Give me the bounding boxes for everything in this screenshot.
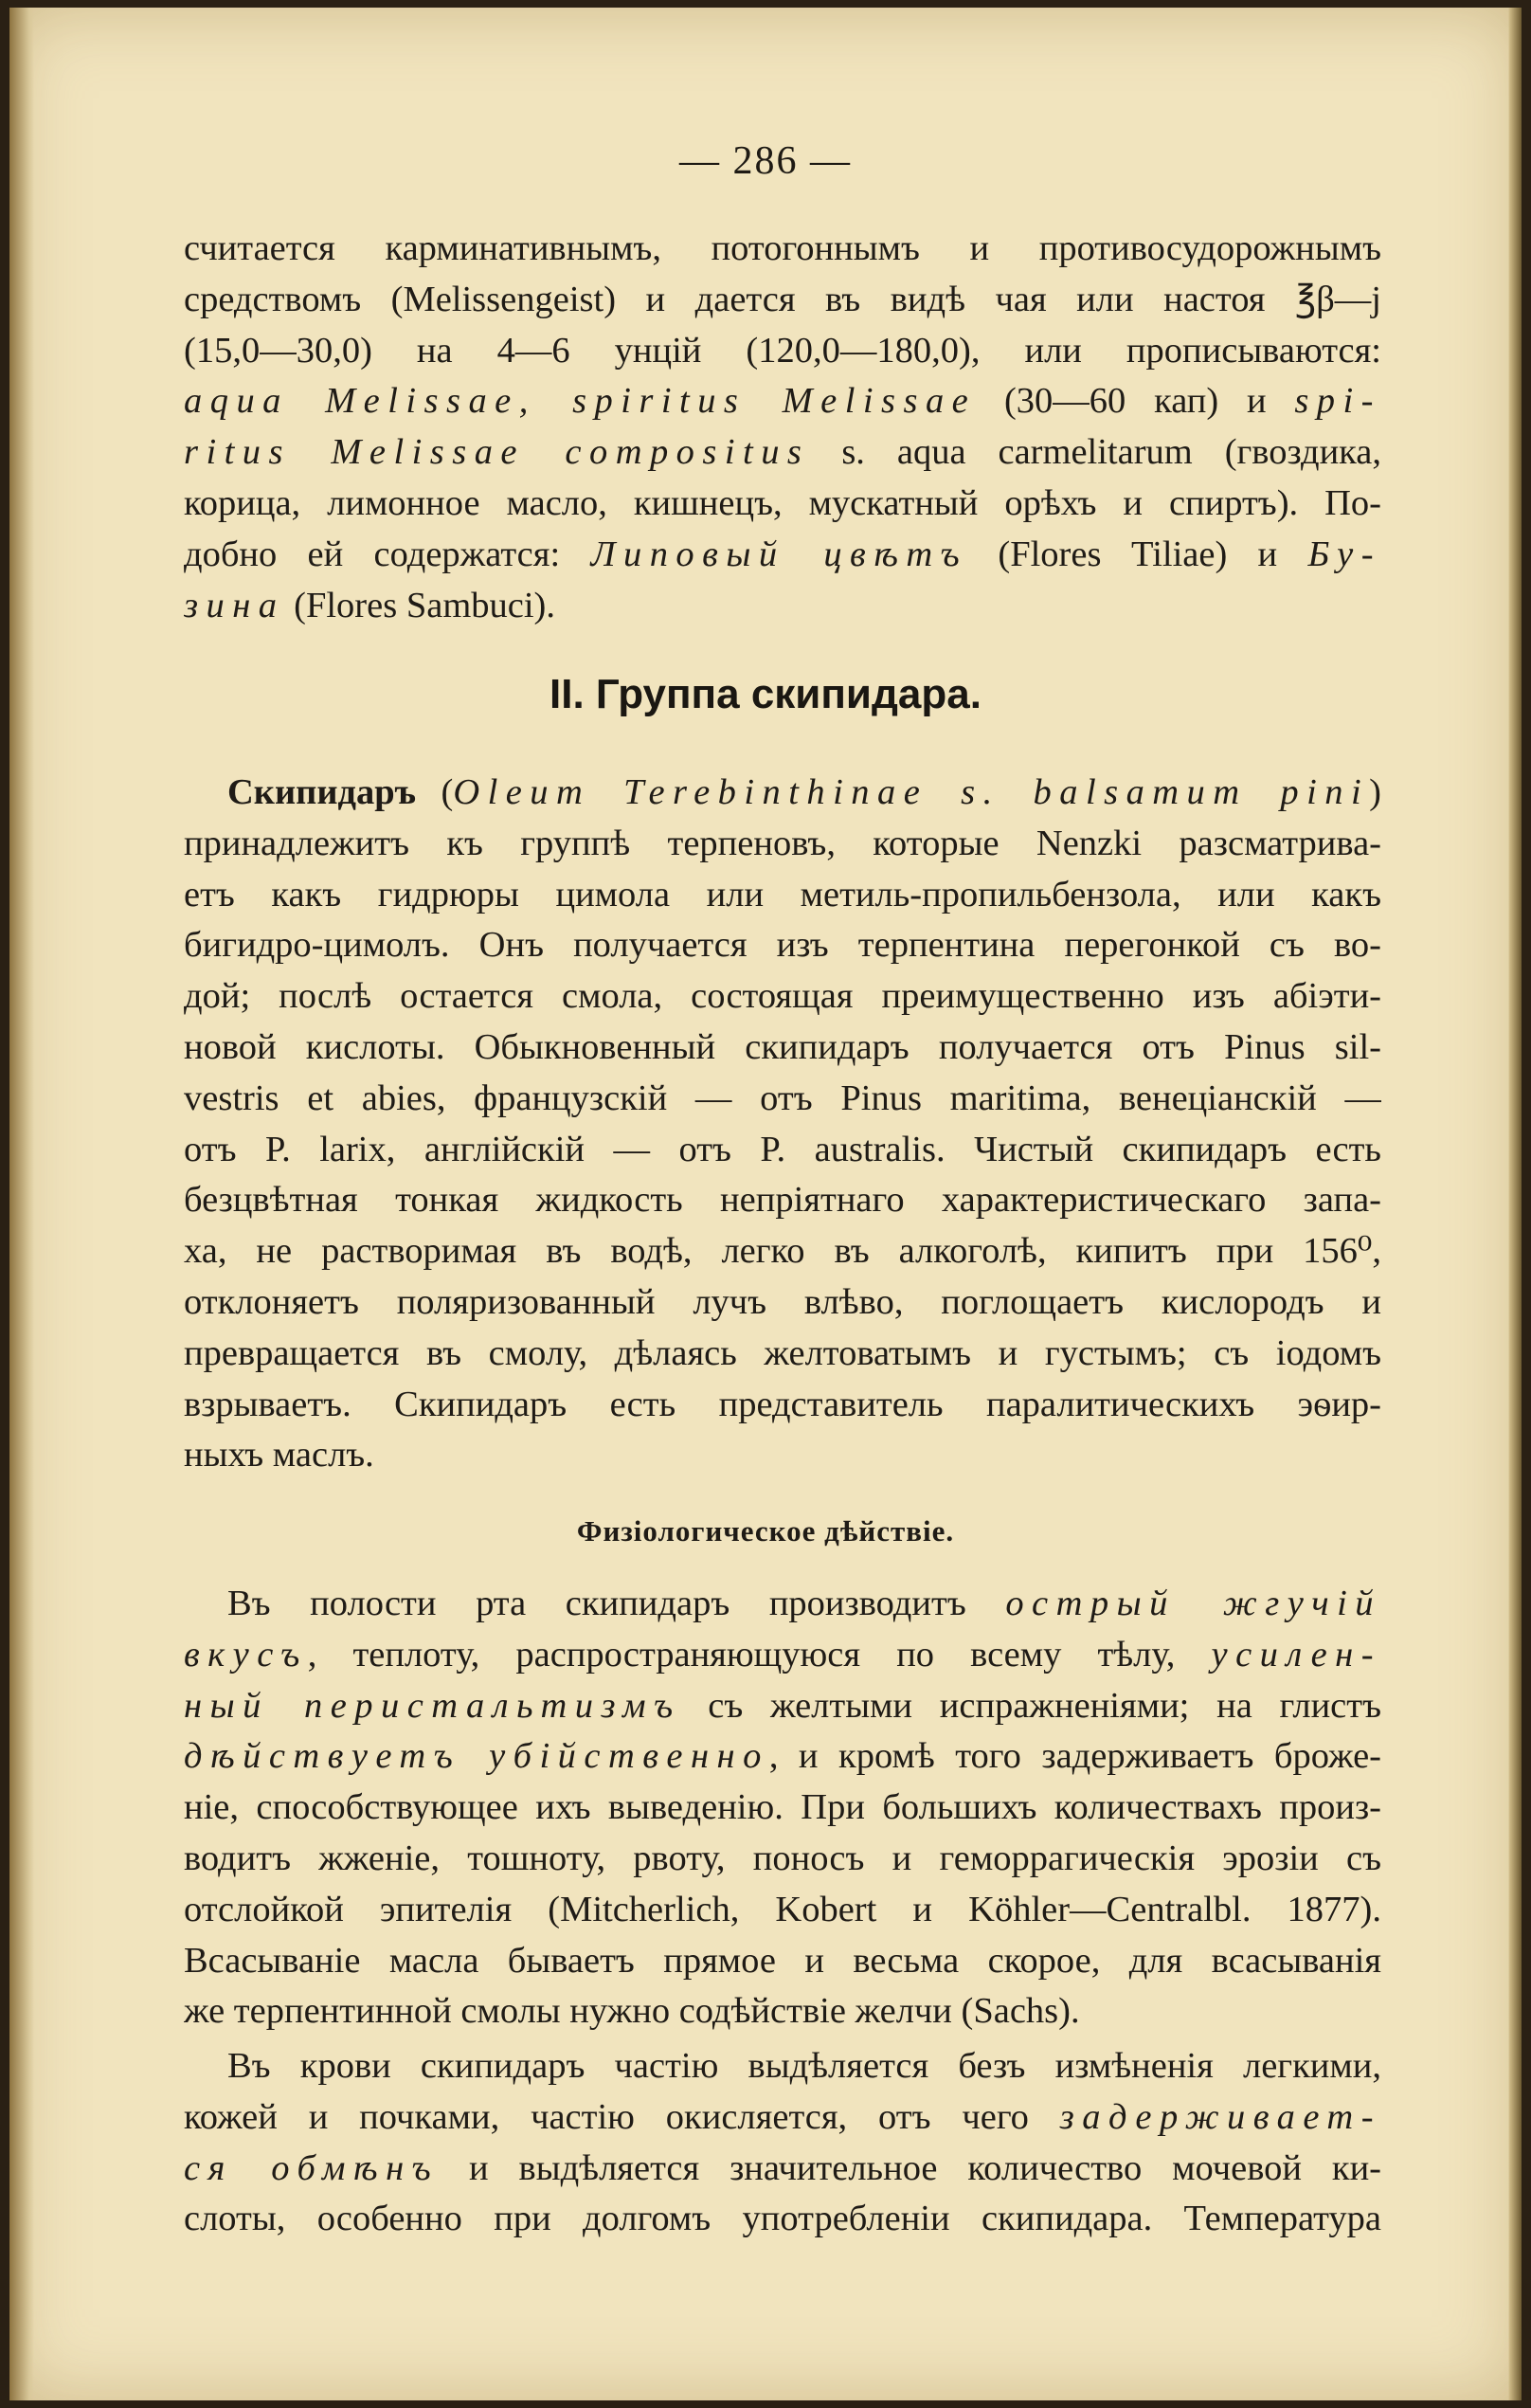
text-line: добно ей содержатся: Липовый цвѣтъ (Flores Tiliae) и Бу- [184,534,1381,574]
text-line: новой кислоты. Обыкновенный скипидаръ получается отъ Pinus sil- [184,1026,1381,1067]
text-line: вкусъ, теплоту, распространяющуюся по всему тѣлу, усилен- [184,1634,1381,1675]
text-line: Въ крови скипидаръ частію выдѣляется безъ измѣненія легкими, [227,2046,1381,2086]
page-spine-shadow [9,8,34,2400]
text-line: взрываетъ. Скипидаръ есть представитель паралитическихъ эѳир- [184,1384,1381,1424]
text-line: ніе, способствующее ихъ выведенію. При большихъ количествахъ произ- [184,1787,1381,1828]
text-line: етъ какъ гидрюры цимола или метиль-пропильбензола, или какъ [184,874,1381,914]
text-line: дѣйствуетъ убійственно, и кромѣ того задерживаетъ броже- [184,1736,1381,1777]
text-line: принадлежитъ къ группѣ терпеновъ, которые Nenzki разсматрива- [184,823,1381,863]
page-number: — 286 — [679,139,852,183]
text-line: aqua Melissae, spiritus Melissae (30—60 кап) и spi- [184,381,1381,422]
text-line: превращается въ смолу, дѣлаясь желтоватымъ и густымъ; съ іодомъ [184,1332,1381,1373]
text-line: кожей и почками, частію окисляется, отъ чего задерживает- [184,2096,1381,2137]
text-line: слоты, особенно при долгомъ употребленіи скипидара. Температура [184,2199,1381,2239]
text-line: корица, лимонное масло, кишнецъ, мускатный орѣхъ и спиртъ). По- [184,482,1381,523]
text-line: отъ P. larix, англійскій — отъ P. australis. Чистый скипидаръ есть [184,1129,1381,1169]
text-line: vestris et abies, французскій — отъ Pinus maritima, венеціанскій — [184,1077,1381,1118]
text-line: Всасываніе масла бываетъ прямое и весьма скорое, для всасыванія [184,1940,1381,1981]
text-line: (15,0—30,0) на 4—6 унцій (120,0—180,0), или прописываются: [184,330,1381,371]
text-line: же терпентинной смолы нужно содѣйствіе желчи (Sachs). [184,1991,1080,2032]
text-line: Скипидаръ (Oleum Terebinthinae s. balsamum pini) [227,772,1381,812]
text-line: ся обмѣнъ и выдѣляется значительное количество мочевой ки- [184,2147,1381,2188]
text-line: ный перистальтизмъ съ желтыми испражненіями; на глистъ [184,1685,1381,1726]
paragraph-physiology [184,1579,1381,2037]
text-line: считается карминативнымъ, потогоннымъ и противосудорожнымъ [184,228,1381,268]
text-line: бигидро-цимолъ. Онъ получается изъ терпентина перегонкой съ во- [184,925,1381,966]
text-line: Въ полости рта скипидаръ производитъ острый жгучій [227,1584,1381,1623]
page-edge-shadow [1508,8,1522,2400]
text-line: ха, не растворимая въ водѣ, легко въ алкоголѣ, кипитъ при 156⁰, [184,1231,1381,1272]
text-line: средствомъ (Melissengeist) и дается въ видѣ чая или настоя ℥β—j [184,279,1381,319]
paragraph-blood [184,2041,1381,2245]
text-line: ritus Melissae compositus s. aqua carmelitarum (гвоздика, [184,432,1381,473]
section-heading: II. Группа скипидара. [549,671,982,717]
subsection-heading: Физіологическое дѣйствіе. [576,1514,955,1548]
paragraph-turpentine [184,768,1381,1481]
paragraph-melissa [184,224,1381,631]
text-line: отклоняетъ поляризованный лучъ влѣво, поглощаетъ кислородъ и [184,1281,1381,1322]
text-line: зина (Flores Sambuci). [184,585,555,625]
text-line: дой; послѣ остается смола, состоящая преимущественно изъ абіэти- [184,976,1381,1017]
text-line: отслойкой эпителія (Mitcherlich, Kobert и Köhler—Centralbl. 1877). [184,1889,1381,1929]
text-line: ныхъ маслъ. [184,1435,374,1476]
book-page [9,8,1522,2400]
text-line: безцвѣтная тонкая жидкость непріятнаго характеристическаго запа- [184,1180,1381,1221]
text-line: водитъ жженіе, тошноту, рвоту, поносъ и геморрагическія эрозіи съ [184,1838,1381,1878]
